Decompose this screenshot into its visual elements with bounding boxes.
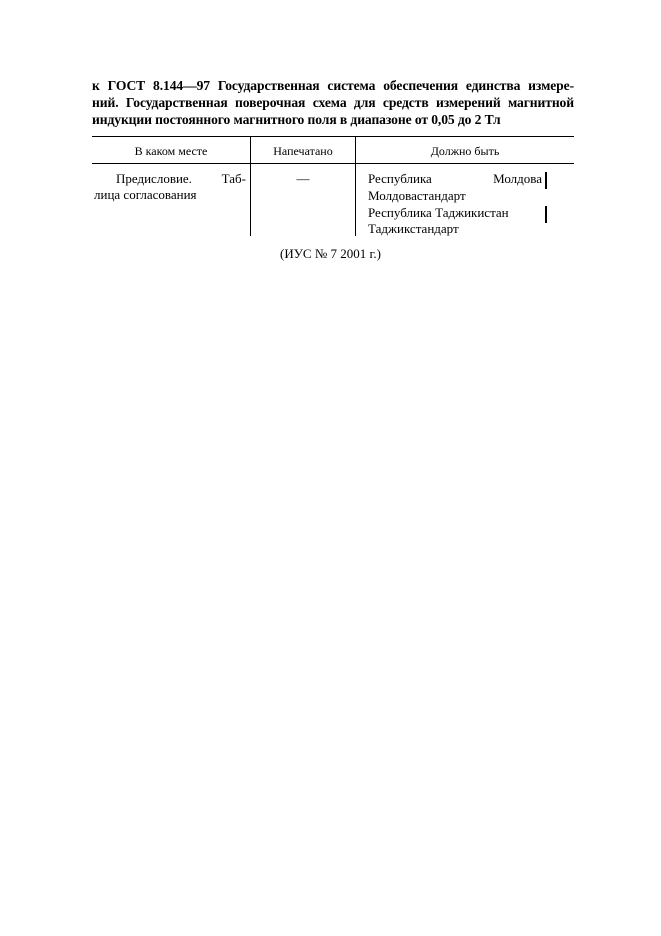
- source-reference: (ИУС № 7 2001 г.): [280, 246, 381, 261]
- table-header-rule: [92, 163, 574, 164]
- heading-line-2: ний. Государственная поверочная схема для средств измерений магнитной: [92, 95, 574, 110]
- column-header-printed: Напечатано: [273, 144, 333, 158]
- heading-line-1: к ГОСТ 8.144—97 Государственная система обеспечения единства измере-: [92, 78, 574, 93]
- cell-should-be-line-2: Молдовастандарт: [368, 188, 466, 203]
- cell-where-line-1: Предисловие. Таб-: [116, 171, 246, 186]
- amendment-heading: [92, 77, 574, 128]
- table-top-rule: [92, 136, 574, 137]
- cell-where-line-2: лица согласования: [94, 187, 197, 202]
- column-header-should-be: Должно быть: [430, 144, 500, 158]
- cell-should-be-line-4: Таджикстандарт: [368, 221, 459, 236]
- heading-line-3: индукции постоянного магнитного поля в диапазоне от 0,05 до 2 Тл: [92, 112, 501, 127]
- cell-should-be-line-3: Республика Таджикистан: [368, 205, 509, 220]
- correction-mark-1: [545, 172, 547, 189]
- column-header-where: В каком месте: [134, 144, 208, 158]
- cell-printed: —: [296, 171, 310, 186]
- cell-should-be-line-1: Республика Молдова: [368, 171, 542, 186]
- correction-mark-2: [545, 206, 547, 223]
